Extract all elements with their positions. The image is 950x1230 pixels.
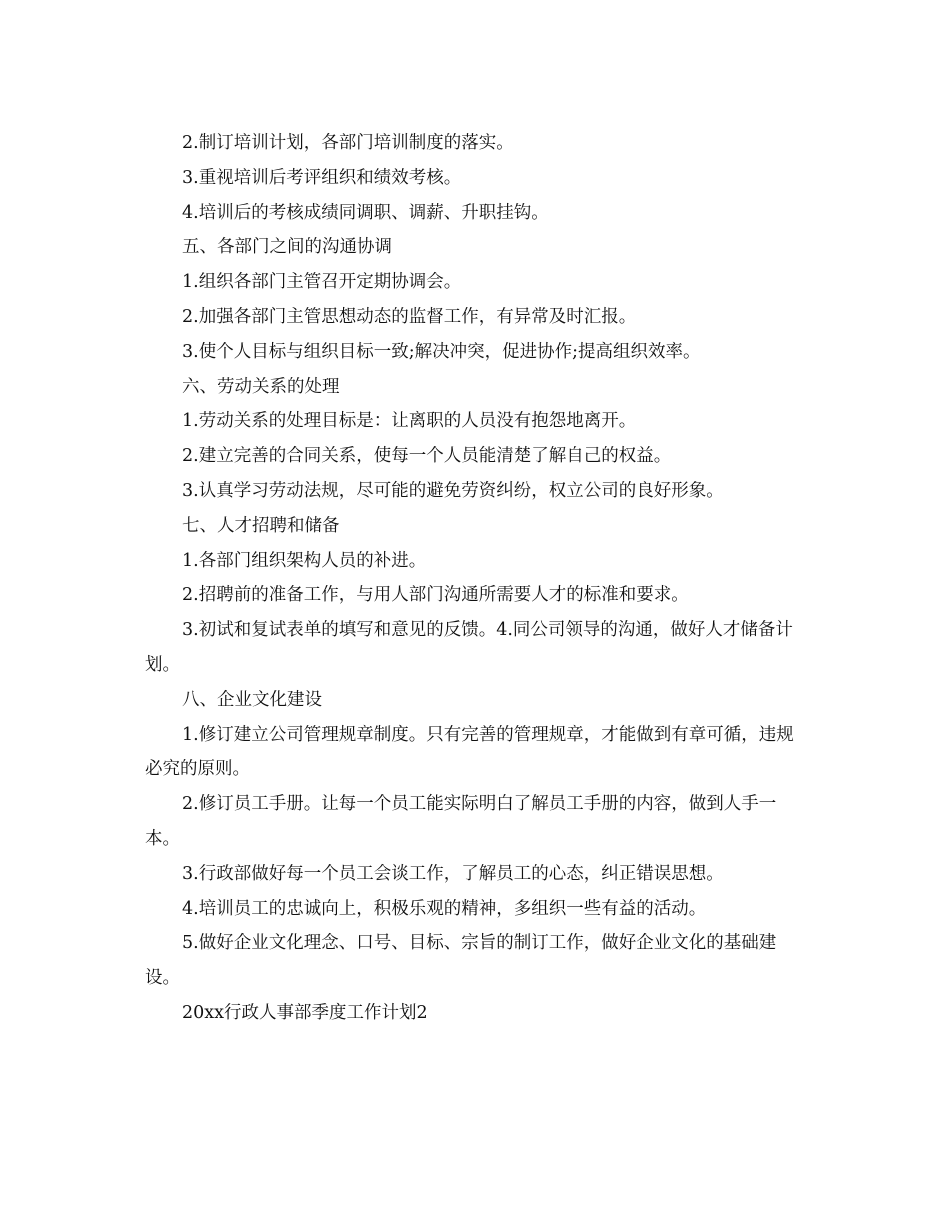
paragraph: 3.认真学习劳动法规，尽可能的避免劳资纠纷，权立公司的良好形象。 xyxy=(182,480,724,501)
paragraph: 5.做好企业文化理念、口号、目标、宗旨的制订工作，做好企业文化的基础建设。 xyxy=(145,933,777,989)
paragraph: 1.各部门组织架构人员的补进。 xyxy=(182,550,427,571)
paragraph: 3.使个人目标与组织目标一致;解决冲突，促进协作;提高组织效率。 xyxy=(182,341,701,362)
paragraph: 2.建立完善的合同关系，使每一个人员能清楚了解自己的权益。 xyxy=(182,446,672,467)
paragraph: 1.组织各部门主管召开定期协调会。 xyxy=(182,272,462,293)
paragraph: 4.培训后的考核成绩同调职、调薪、升职挂钩。 xyxy=(182,202,549,223)
paragraph: 4.培训员工的忠诚向上，积极乐观的精神，多组织一些有益的活动。 xyxy=(182,898,707,919)
section-heading: 六、劳动关系的处理 xyxy=(182,376,340,397)
document-body xyxy=(145,126,805,1031)
paragraph: 2.招聘前的准备工作，与用人部门沟通所需要人才的标准和要求。 xyxy=(182,585,689,606)
section-heading: 五、各部门之间的沟通协调 xyxy=(182,237,392,258)
paragraph: 3.初试和复试表单的填写和意见的反馈。4.同公司领导的沟通，做好人才储备计划。 xyxy=(145,620,793,675)
section-heading: 八、企业文化建设 xyxy=(182,689,322,710)
paragraph: 3.行政部做好每一个员工会谈工作，了解员工的心态，纠正错误思想。 xyxy=(182,863,724,884)
paragraph: 2.加强各部门主管思想动态的监督工作，有异常及时汇报。 xyxy=(182,306,637,327)
paragraph: 3.重视培训后考评组织和绩效考核。 xyxy=(182,167,462,188)
section-heading: 七、人才招聘和储备 xyxy=(182,515,340,536)
paragraph: 2.修订员工手册。让每一个员工能实际明白了解员工手册的内容，做到人手一本。 xyxy=(145,794,777,849)
paragraph: 2.制订培训计划，各部门培训制度的落实。 xyxy=(182,133,514,153)
paragraph: 1.修订建立公司管理规章制度。只有完善的管理规章，才能做到有章可循，违规必究的原则。 xyxy=(145,724,794,780)
document-subtitle: 20xx行政人事部季度工作计划2 xyxy=(182,1002,428,1023)
paragraph: 1.劳动关系的处理目标是：让离职的人员没有抱怨地离开。 xyxy=(182,411,637,432)
